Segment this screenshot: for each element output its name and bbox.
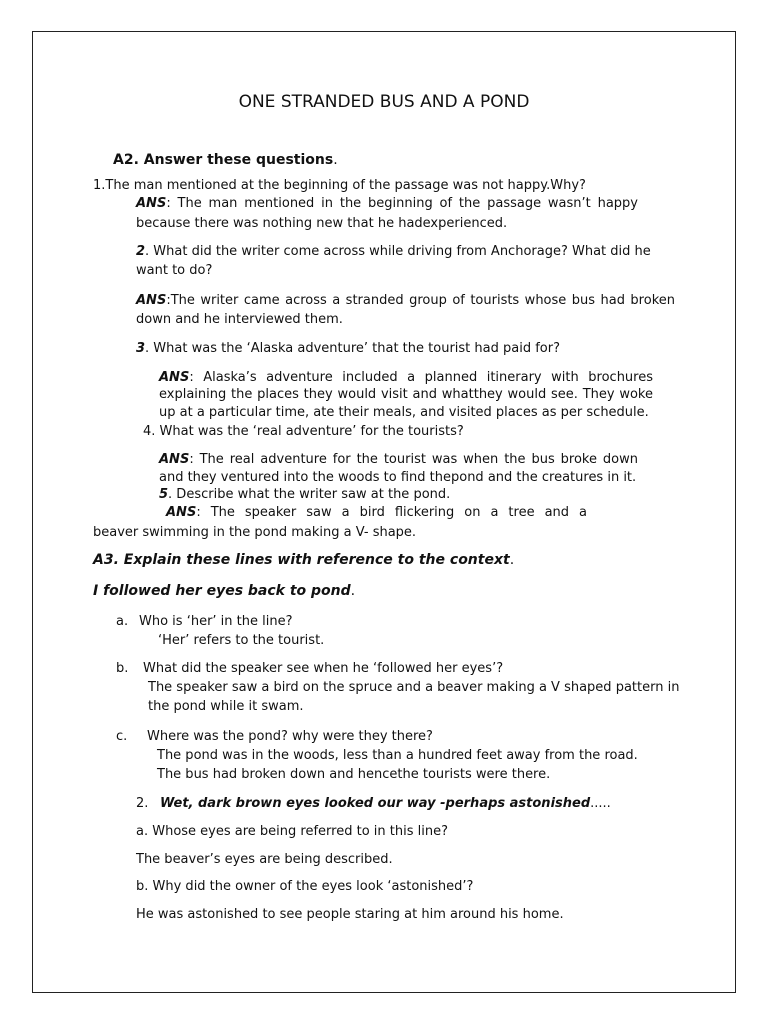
answer-3-line-2: explaining the places they would visit and whatthey would see. They woke: [159, 387, 653, 402]
question-a-label: a.: [116, 614, 129, 629]
question-4: 4. What was the ‘real adventure’ for the tourists?: [143, 424, 464, 439]
question-c: Where was the pond? why were they there?: [147, 729, 433, 744]
question-b-label: b.: [116, 661, 129, 676]
answer-2b: He was astonished to see people staring at him around his home.: [136, 907, 564, 922]
answer-a: ‘Her’ refers to the tourist.: [158, 633, 325, 648]
question-1: 1.The man mentioned at the beginning of the passage was not happy.Why?: [93, 178, 586, 193]
answer-1-line-1: ANS: The man mentioned in the beginning of the passage wasn’t happy: [136, 196, 638, 211]
question-a: Who is ‘her’ in the line?: [139, 614, 293, 629]
question-b: What did the speaker see when he ‘followed her eyes’?: [143, 661, 504, 676]
answer-1-line-2: because there was nothing new that he hadexperienced.: [136, 216, 508, 231]
answer-c-line-2: The bus had broken down and hencethe tourists were there.: [157, 767, 551, 782]
question-2-line-2: want to do?: [136, 263, 213, 278]
answer-c-line-1: The pond was in the woods, less than a hundred feet away from the road.: [157, 748, 638, 763]
quote-2-label: 2.: [136, 796, 149, 811]
question-2b: b. Why did the owner of the eyes look ‘astonished’?: [136, 879, 474, 894]
answer-3-line-3: up at a particular time, ate their meals, and visited places as per schedule.: [159, 405, 649, 420]
question-3: 3. What was the ‘Alaska adventure’ that the tourist had paid for?: [136, 341, 560, 356]
question-2a: a. Whose eyes are being referred to in this line?: [136, 824, 448, 839]
answer-2-line-1: ANS:The writer came across a stranded group of tourists whose bus had broken: [136, 293, 675, 308]
answer-5-line-2: beaver swimming in the pond making a V- shape.: [93, 525, 417, 540]
answer-4-line-2: and they ventured into the woods to find thepond and the creatures in it.: [159, 470, 637, 485]
question-c-label: c.: [116, 729, 128, 744]
quote-1: I followed her eyes back to pond.: [93, 583, 356, 599]
answer-4-line-1: ANS: The real adventure for the tourist was when the bus broke down: [159, 452, 638, 467]
section-a2-heading: A2. Answer these questions.: [113, 152, 338, 168]
answer-2-line-2: down and he interviewed them.: [136, 312, 343, 327]
answer-5-line-1: ANS: The speaker saw a bird flickering on a tree and a: [166, 505, 587, 520]
answer-b-line-2: the pond while it swam.: [148, 699, 304, 714]
answer-b-line-1: The speaker saw a bird on the spruce and a beaver making a V shaped pattern in: [148, 680, 680, 695]
answer-2a: The beaver’s eyes are being described.: [136, 852, 393, 867]
answer-3-line-1: ANS: Alaska’s adventure included a planned itinerary with brochures: [159, 370, 653, 385]
section-a3-heading: A3. Explain these lines with reference to the context.: [93, 552, 515, 568]
page-title: ONE STRANDED BUS AND A POND: [238, 92, 530, 112]
question-5: 5. Describe what the writer saw at the pond.: [159, 487, 451, 502]
quote-2: Wet, dark brown eyes looked our way -perhaps astonished.....: [160, 796, 611, 811]
question-2-line-1: 2. What did the writer come across while driving from Anchorage? What did he: [136, 244, 651, 259]
